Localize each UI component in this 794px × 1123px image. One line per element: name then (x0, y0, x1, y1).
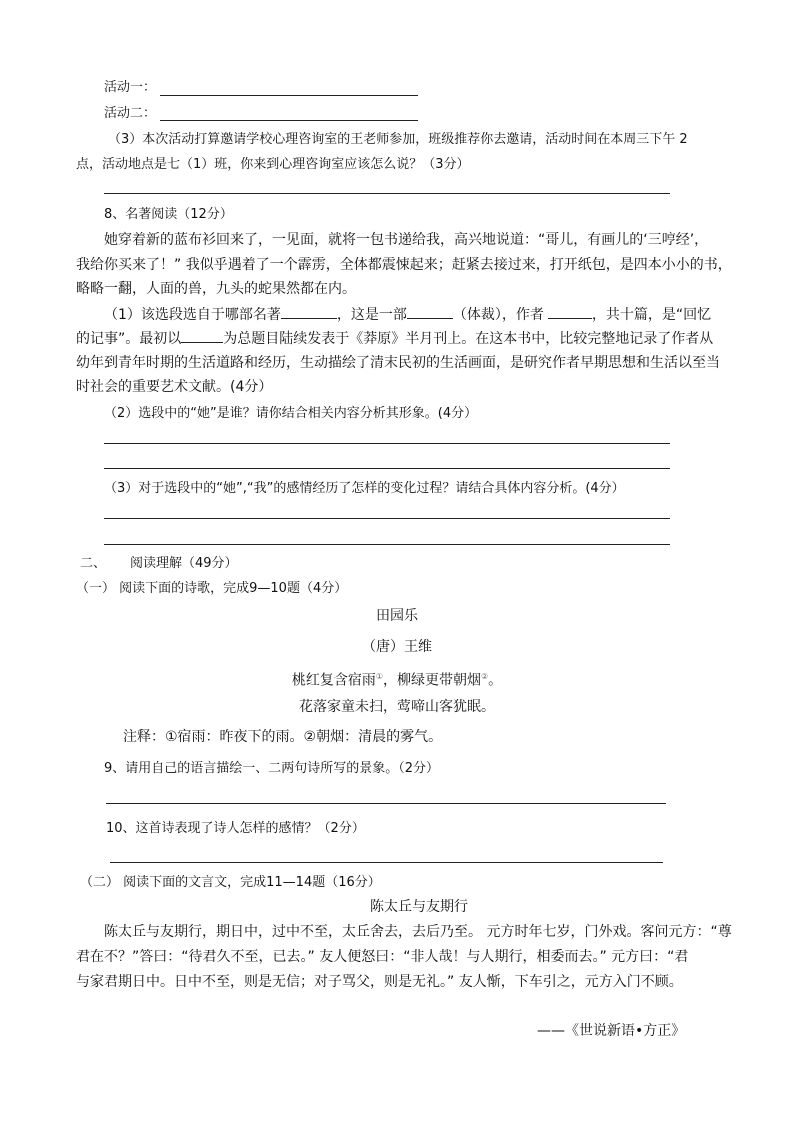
passage-line-3: 略略一翻，人面的兽，九头的蛇果然都在内。 (76, 281, 356, 297)
poem-notes: 注释：①宿雨：昨夜下的雨。②朝烟：清晨的雾气。 (123, 729, 443, 745)
question-3-answer-line[interactable] (104, 193, 670, 194)
activity1-answer-line[interactable] (160, 95, 418, 96)
activity2-answer-line[interactable] (160, 120, 418, 121)
question-3-line1: （3）本次活动打算邀请学校心理咨询室的王老师参加，班级推荐你去邀请，活动时间在本周三下午 2 (108, 132, 688, 147)
question-8-1-line4: 时社会的重要艺术文献。(4分） (76, 379, 273, 395)
question-8-3: （3）对于选段中的“她”,“我”的感情经历了怎样的变化过程？请结合具体内容分析。(4分） (104, 481, 625, 496)
question-8-title: 8、名著阅读（12分） (104, 207, 233, 222)
passage-line-1: 她穿着新的蓝布衫回来了，一见面，就将一包书递给我，高兴地说道：“哥儿，有画儿的‘三哼经’， (104, 232, 709, 248)
part-2-number: 二、 (80, 556, 107, 571)
blank-genre[interactable] (407, 304, 453, 319)
blank-book-name[interactable] (281, 304, 337, 319)
question-8-2-answer-line-1[interactable] (104, 443, 670, 444)
question-8-2-answer-line-2[interactable] (104, 468, 670, 469)
activity1-label: 活动一： (104, 80, 157, 95)
question-8-3-answer-line-1[interactable] (104, 518, 670, 519)
question-8-2: （2）选段中的“她”是谁？请你结合相关内容分析其形象。(4分） (104, 406, 478, 421)
part-2-heading: 阅读理解（49分） (130, 556, 238, 571)
classical-text-title: 陈太丘与友期行 (370, 899, 468, 915)
question-9: 9、请用自己的语言描绘一、二两句诗所写的景象。（2分） (104, 761, 440, 776)
blank-author[interactable] (548, 304, 592, 319)
subsection-2-heading: （二） 阅读下面的文言文，完成11—14题（16分） (80, 875, 381, 890)
blank-original-title[interactable] (181, 328, 223, 343)
question-10-answer-line[interactable] (110, 862, 663, 863)
classical-text-line-3: 与家君期日中。日中不至，则是无信；对子骂父，则是无礼。” 友人惭，下车引之，元方入门不顾。 (76, 974, 683, 990)
question-3-line2: 点，活动地点是七（1）班，你来到心理咨询室应该怎么说？（3分） (76, 157, 470, 172)
note-marker-1: ① (375, 672, 383, 681)
activity2-label: 活动二： (104, 106, 157, 121)
question-9-answer-line[interactable] (106, 803, 666, 804)
poem-line-1: 桃红复含宿雨①，柳绿更带朝烟②。 (291, 672, 503, 689)
question-8-1-line3: 幼年到青年时期的生活道路和经历，生动描绘了清末民初的生活画面，是研究作者早期思想和生活以至当 (76, 355, 720, 371)
question-8-3-answer-line-2[interactable] (104, 544, 670, 545)
classical-text-line-1: 陈太丘与友期行，期日中，过中不至，太丘舍去，去后乃至。 元方时年七岁，门外戏。客问元方：“尊 (104, 924, 732, 940)
classical-text-line-2: 君在不？”答曰：“待君久不至，已去。” 友人便怒曰：“非人哉！与人期行，相委而去。” 元方曰：“君 (76, 949, 689, 965)
poem-line-2: 花落家童未扫，莺啼山客犹眠。 (299, 699, 495, 715)
subsection-1-heading: （一） 阅读下面的诗歌，完成9—10题（4分） (76, 581, 348, 596)
question-8-1-line2: 的记事”。最初以 为总题目陆续发表于《莽原》半月刊上。在这本书中，比较完整地记录了作者从 (76, 328, 713, 349)
poem-author: （唐）王维 (362, 639, 432, 655)
poem-title: 田园乐 (376, 608, 418, 624)
classical-text-source: ——《世说新语•方正》 (537, 1023, 686, 1039)
note-marker-2: ② (481, 672, 489, 681)
question-10: 10、这首诗表现了诗人怎样的感情？（2分） (106, 821, 365, 836)
question-8-1-line1: （1）该选段选自于哪部名著 ，这是一部 （体裁），作者 ，共十篇，是“回忆 (104, 304, 711, 325)
passage-line-2: 我给你买来了！” 我似乎遇着了一个霹雳，全体都震悚起来；赶紧去接过来，打开纸包，是四本小小的书， (76, 257, 732, 273)
